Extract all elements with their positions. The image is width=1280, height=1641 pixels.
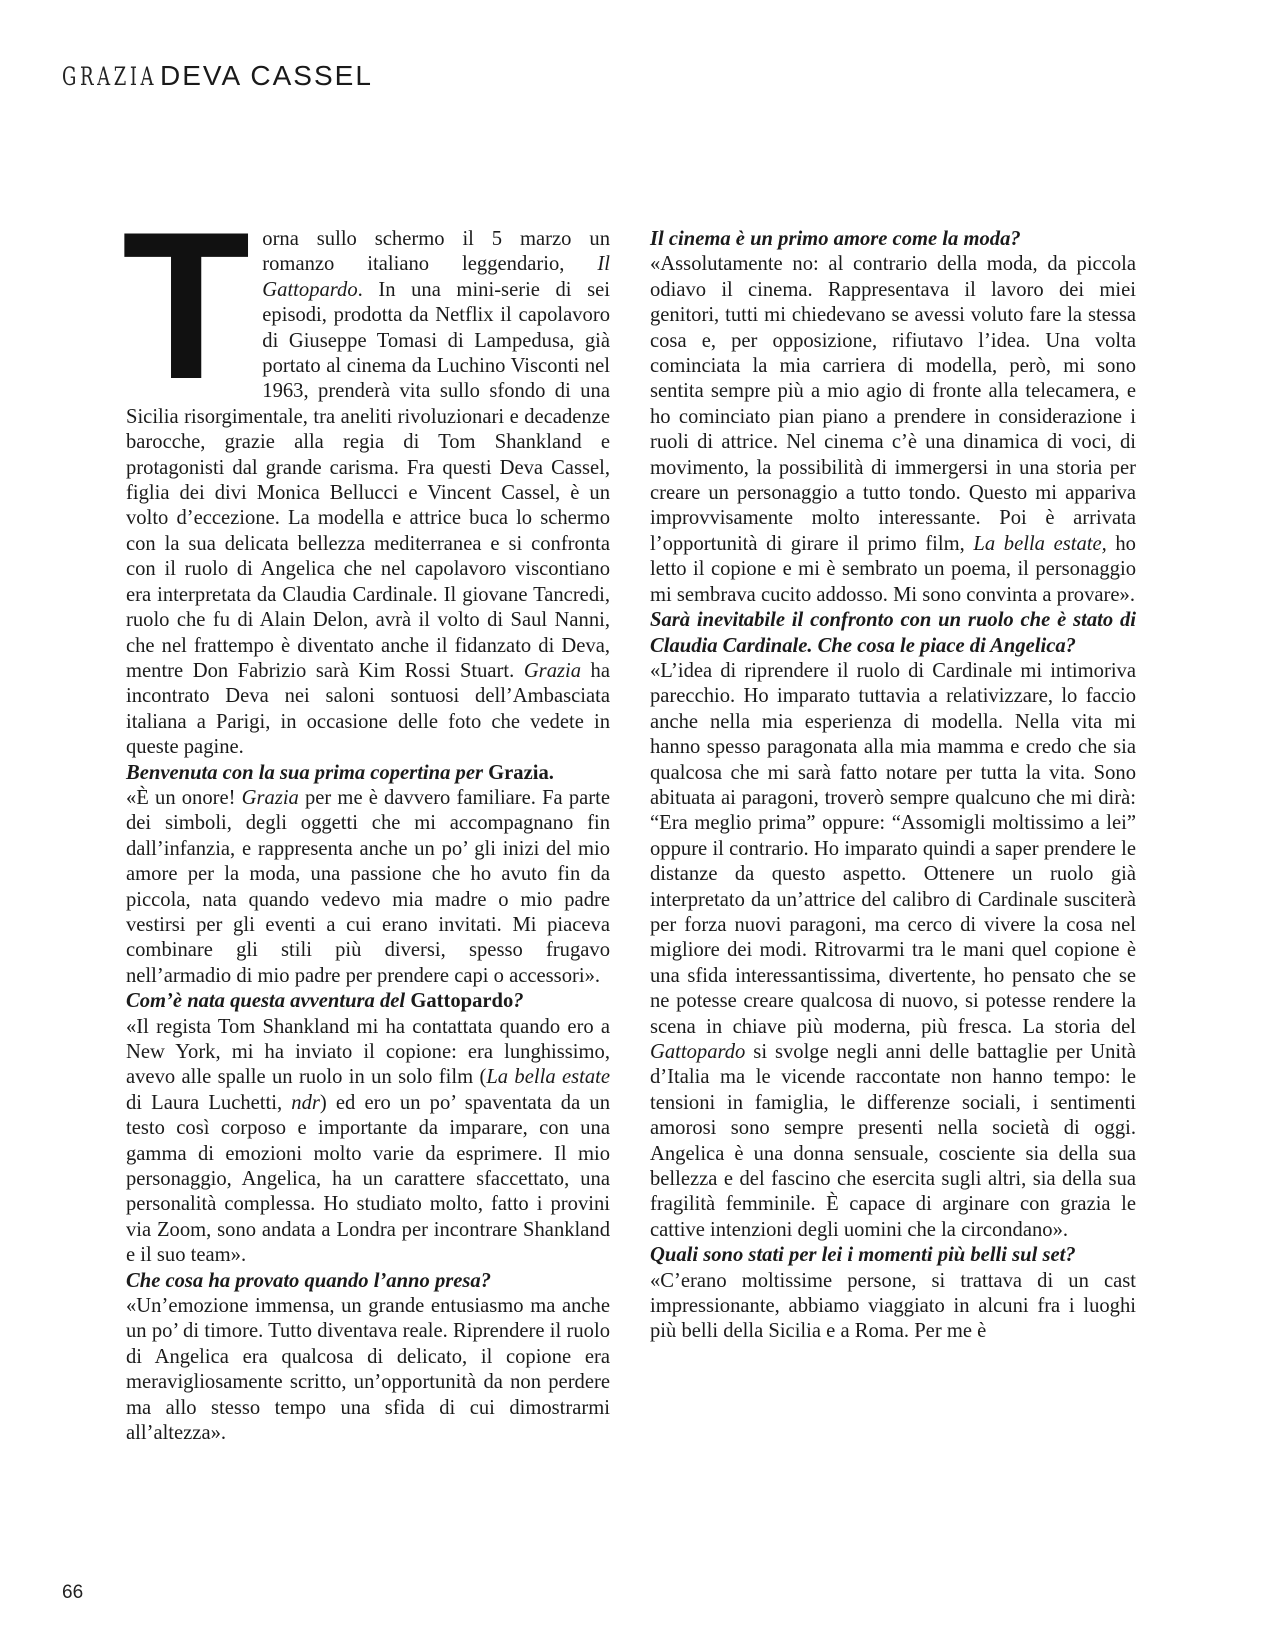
italic-title: Il Gattopardo [262,253,610,301]
italic-title: La bella estate, [973,532,1107,555]
italic-title: ndr [291,1091,320,1114]
text-run: Benvenuta con la sua prima copertina per [126,761,489,784]
text-run: . In una mini-serie di sei episodi, prodotta da Netflix il capolavoro di Giuseppe Tomasi di Lampedusa, già portato al cinema da Luchino Visconti nel 1963, prenderà vita sullo sfondo di una Sicilia risorgimentale, tra aneliti rivoluzionari e decadenze barocche, grazie alla regia di Tom Shankland e protagonisti dal grande carisma. Fra questi Deva Cassel, figlia dei divi Monica Bellucci e Vincent Cassel, è un volto d’eccezione. La modella e attrice buca lo schermo con la sua delicata bellezza mediterranea e si confronta con il ruolo di Angelica che nel capolavoro viscontiano era interpretata da Claudia Cardinale. Il giovane Tancredi, ruolo che fu di Alain Delon, avrà il volto di Saul Nanni, che nel frattempo è diventato anche il fidanzato di Deva, mentre Don Fabrizio sarà Kim Rossi Stuart. [126,278,610,682]
italic-title: La bella estate [486,1066,611,1089]
text-run: Il cinema è un primo amore come la moda? [650,228,1021,250]
question-2 [126,989,610,1014]
question-3 [126,1269,610,1294]
answer-3 [126,1294,610,1446]
text-run: si svolge negli anni delle battaglie per Unità d’Italia ma le vicende raccontate non hanno tempo: le tensioni in famiglia, le differenze sociali, i sentimenti amorosi sono sempre presenti nella società di oggi. Angelica è una donna sensuale, cosciente sia della sua bellezza e del fascino che esercita sugli altri, sia della sua fragilità femminile. È capace di arginare con grazia le cattive intenzioni degli uomini che la circondano». [650,1041,1136,1241]
question-4 [650,227,1136,252]
magazine-logo: GRAZIA [62,62,158,91]
italic-title: Grazia [241,786,299,809]
text-run: «Il regista Tom Shankland mi ha contattata quando ero a New York, mi ha inviato il copione: era lunghissimo, avevo alle spalle un ruolo in un solo film ( [126,1015,610,1089]
italic-title: Gattopardo [650,1041,746,1063]
text-run: orna sullo schermo il 5 marzo un romanzo italiano leggendario, [262,228,610,276]
text-run: Com’è nata questa avventura del [126,990,411,1013]
text-run: «L’idea di riprendere il ruolo di Cardinale mi intimoriva parecchio. Ho imparato tuttavia a relativizzare, lo faccio anche nella mia esperienza di modella. Nella vita mi hanno spesso paragonata alla mia mamma e credo che sia qualcosa che mi sarà fatto notare per tutta la vita. Sono abituata ai paragoni, troverò sempre qualcuno che mi dirà: “Era meglio prima” oppure: “Assomigli moltissimo a lei” oppure il contrario. Ho imparato quindi a saper prendere le distanze da questo aspetto. Ottenere un ruolo già interpretato da un’attrice del calibro di Cardinale susciterà per forza nuovi paragoni, ma cerco di vivere la cosa nel migliore dei modi. Ritrovarmi tra le mani quel copione è una sfida interessantissima, divertente, ho pensato che se ne potesse creare qualcosa di nuovo, si potesse rendere la scena in chiave più moderna, più fresca. La storia del [650,659,1136,1038]
text-run: Sarà inevitabile il confronto con un ruolo che è stato di Claudia Cardinale. Che cosa le piace di Angelica? [650,609,1136,657]
page-number: 66 [62,1582,84,1603]
answer-4 [650,252,1136,608]
intro-paragraph [122,188,610,761]
answer-1 [126,786,610,989]
question-5 [650,608,1136,659]
page-header [62,60,373,96]
answer-5 [650,659,1136,1243]
drop-cap: T [122,188,251,423]
text-run: ha incontrato Deva nei saloni sontuosi dell’Ambasciata italiana a Parigi, in occasione delle foto che vedete in queste pagine. [126,659,610,759]
answer-2 [126,1015,610,1269]
text-run: «Un’emozione immensa, un grande entusiasmo ma anche un po’ di timore. Tutto diventava reale. Riprendere il ruolo di Angelica era qualcosa di delicato, il copione era meravigliosamente scritto, un’opportunità da non perdere ma allo stesso tempo una sfida di cui dimostrarmi all’altezza». [126,1295,610,1445]
question-1 [126,761,610,786]
text-run: ho letto il copione e mi è sembrato un poema, il personaggio mi sembrava cucito addosso. Mi sono convinta a provare». [650,532,1136,606]
text-run: di Laura Luchetti, [126,1091,292,1114]
text-run: ? [513,990,524,1013]
upright-title: Gattopardo [410,990,514,1013]
text-run: ) ed ero un po’ spaventata da un testo così corposo e importante da imparare, con una gamma di emozioni molto varie da esprimere. Il mio personaggio, Angelica, ha un carattere sfaccettato, una personalità complessa. Ho studiato molto, fatto i provini via Zoom, sono andata a Londra per incontrare Shankland e il suo team». [126,1091,610,1267]
answer-6 [650,1269,1136,1345]
text-run: «Assolutamente no: al contrario della moda, da piccola odiavo il cinema. Rappresentava il lavoro dei miei genitori, tutti mi chiedevano se avessi voluto fare la stessa cosa e, per opposizione, rifiutavo l’idea. Una volta cominciata la mia carriera di modella, però, mi sono sentita sempre più a mio agio di fronte alla telecamera, e ho cominciato pian piano a prendere in considerazione i ruoli di attrice. Nel cinema c’è una dinamica di voci, di movimento, la possibilità di immergersi in una storia per creare un personaggio a tutto tondo. Questo mi appariva improvvisamente molto interessante. Poi è arrivata l’opportunità di girare il primo film, [650,253,1136,555]
text-run: «È un onore! [126,786,242,809]
section-title: DEVA CASSEL [160,60,373,91]
article-column-right [650,227,1136,1345]
text-run: Che cosa ha provato quando l’anno presa? [126,1269,492,1292]
upright-title: Grazia. [488,761,554,784]
text-run: per me è davvero familiare. Fa parte dei simboli, degli oggetti che mi accompagnano fin dall’infanzia, e rappresenta anche un po’ gli inizi del mio amore per la moda, una passione che ho avuto fin da piccola, nata quando vedevo mia madre o mio padre vestirsi per gli eventi a cui erano invitati. Mi piaceva combinare gli stili più diversi, spesso frugavo nell’armadio di mio padre per prendere capi o accessori». [126,786,610,987]
text-run: «C’erano moltissime persone, si trattava di un cast impressionante, abbiamo viaggiato in alcuni fra i luoghi più belli della Sicilia e a Roma. Per me è [650,1269,1136,1343]
italic-title: Grazia [523,659,582,682]
article-column-left [122,188,611,1447]
text-run: Quali sono stati per lei i momenti più belli sul set? [650,1244,1076,1267]
question-6 [650,1243,1136,1268]
